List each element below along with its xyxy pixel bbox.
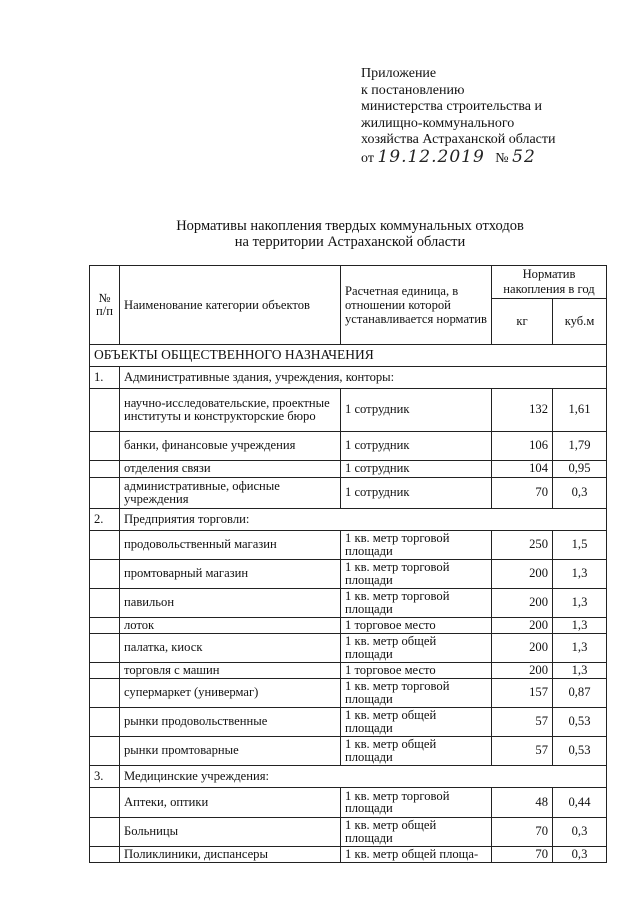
handwritten-number: 52 (512, 146, 536, 167)
row-m3: 0,3 (553, 477, 607, 508)
table-row (90, 846, 607, 862)
row-unit: 1 кв. метр общей площади (341, 817, 492, 846)
row-m3: 1,61 (553, 388, 607, 431)
header-kg: кг (492, 299, 553, 345)
row-name: Больницы (120, 817, 341, 846)
table-row (90, 388, 607, 431)
row-name: административные, офисные учреждения (120, 477, 341, 508)
header-m3: куб.м (553, 299, 607, 345)
category-row (90, 366, 607, 388)
row-m3: 0,87 (553, 678, 607, 707)
row-unit: 1 кв. метр общей площа- (341, 846, 492, 862)
row-name: лоток (120, 617, 341, 633)
table-row (90, 617, 607, 633)
row-kg: 132 (492, 388, 553, 431)
row-unit: 1 кв. метр торговой площади (341, 787, 492, 817)
row-kg: 48 (492, 787, 553, 817)
row-m3: 0,53 (553, 707, 607, 736)
row-kg: 200 (492, 633, 553, 662)
row-unit: 1 кв. метр общей площади (341, 736, 492, 765)
title-line-1: Нормативы накопления твердых коммунальных отходов (176, 218, 524, 234)
row-m3: 0,3 (553, 817, 607, 846)
row-m3: 0,44 (553, 787, 607, 817)
row-m3: 1,3 (553, 633, 607, 662)
header-norm: Норматив накопления в год (492, 266, 607, 299)
table-row (90, 736, 607, 765)
document-title (90, 218, 610, 250)
row-m3: 1,3 (553, 662, 607, 678)
table-row (90, 460, 607, 477)
section-row (90, 345, 607, 367)
row-m3: 0,3 (553, 846, 607, 862)
row-kg: 200 (492, 617, 553, 633)
row-unit: 1 кв. метр торговой площади (341, 678, 492, 707)
row-kg: 106 (492, 431, 553, 460)
table-row (90, 633, 607, 662)
row-unit: 1 кв. метр торговой площади (341, 530, 492, 559)
row-kg: 200 (492, 559, 553, 588)
category-row (90, 765, 607, 787)
category-row (90, 508, 607, 530)
row-unit: 1 кв. метр общей площади (341, 707, 492, 736)
row-name: рынки продовольственные (120, 707, 341, 736)
category-num: 3. (90, 765, 120, 787)
row-unit: 1 торговое место (341, 617, 492, 633)
row-unit: 1 кв. метр общей площади (341, 633, 492, 662)
row-name: промтоварный магазин (120, 559, 341, 588)
row-name: научно-исследовательские, проектные институты и конструкторские бюро (120, 388, 341, 431)
row-name: отделения связи (120, 460, 341, 477)
appendix-line: к постановлению (361, 82, 465, 98)
row-name: банки, финансовые учреждения (120, 431, 341, 460)
category-name: Медицинские учреждения: (120, 765, 607, 787)
row-name: супермаркет (универмаг) (120, 678, 341, 707)
row-kg: 157 (492, 678, 553, 707)
row-unit: 1 сотрудник (341, 460, 492, 477)
row-unit: 1 сотрудник (341, 388, 492, 431)
date-prefix: от (361, 150, 374, 166)
table-row (90, 588, 607, 617)
title-line-2: на территории Астраханской области (234, 234, 466, 250)
table-row (90, 707, 607, 736)
row-m3: 1,3 (553, 588, 607, 617)
header-name: Наименование категории объектов (120, 266, 341, 345)
row-kg: 57 (492, 707, 553, 736)
norms-table (89, 265, 607, 863)
row-name: торговля с машин (120, 662, 341, 678)
decree-date-line (361, 146, 621, 168)
row-unit: 1 кв. метр торговой площади (341, 559, 492, 588)
row-name: павильон (120, 588, 341, 617)
row-unit: 1 сотрудник (341, 477, 492, 508)
row-unit: 1 кв. метр торговой площади (341, 588, 492, 617)
row-unit: 1 торговое место (341, 662, 492, 678)
row-kg: 70 (492, 846, 553, 862)
row-name: продовольственный магазин (120, 530, 341, 559)
row-m3: 0,53 (553, 736, 607, 765)
row-unit: 1 сотрудник (341, 431, 492, 460)
appendix-line: хозяйства Астраханской области (361, 132, 556, 147)
table-row (90, 662, 607, 678)
category-num: 2. (90, 508, 120, 530)
table-row (90, 431, 607, 460)
row-kg: 70 (492, 477, 553, 508)
handwritten-date: 19.12.2019 (377, 146, 485, 167)
category-name: Предприятия торговли: (120, 508, 607, 530)
table-row (90, 817, 607, 846)
category-name: Административные здания, учреждения, конторы: (120, 366, 607, 388)
appendix-line: Приложение (361, 66, 437, 81)
row-m3: 1,3 (553, 617, 607, 633)
row-kg: 200 (492, 662, 553, 678)
row-kg: 57 (492, 736, 553, 765)
header-num: № п/п (90, 266, 120, 345)
category-num: 1. (90, 366, 120, 388)
row-kg: 200 (492, 588, 553, 617)
table-row (90, 787, 607, 817)
row-name: Аптеки, оптики (120, 787, 341, 817)
number-prefix: № (495, 150, 509, 166)
row-m3: 0,95 (553, 460, 607, 477)
row-kg: 70 (492, 817, 553, 846)
appendix-block (361, 66, 621, 167)
row-m3: 1,5 (553, 530, 607, 559)
row-m3: 1,3 (553, 559, 607, 588)
section-title: ОБЪЕКТЫ ОБЩЕСТВЕННОГО НАЗНАЧЕНИЯ (90, 345, 607, 367)
row-kg: 104 (492, 460, 553, 477)
header-unit: Расчетная единица, в отношении которой устанавливается норматив (341, 266, 492, 345)
table-row (90, 477, 607, 508)
appendix-line: жилищно-коммунального (361, 115, 515, 131)
row-m3: 1,79 (553, 431, 607, 460)
row-name: Поликлиники, диспансеры (120, 846, 341, 862)
appendix-line: министерства строительства и (361, 99, 543, 114)
table-row (90, 678, 607, 707)
row-kg: 250 (492, 530, 553, 559)
table-row (90, 559, 607, 588)
table-row (90, 530, 607, 559)
row-name: рынки промтоварные (120, 736, 341, 765)
row-name: палатка, киоск (120, 633, 341, 662)
